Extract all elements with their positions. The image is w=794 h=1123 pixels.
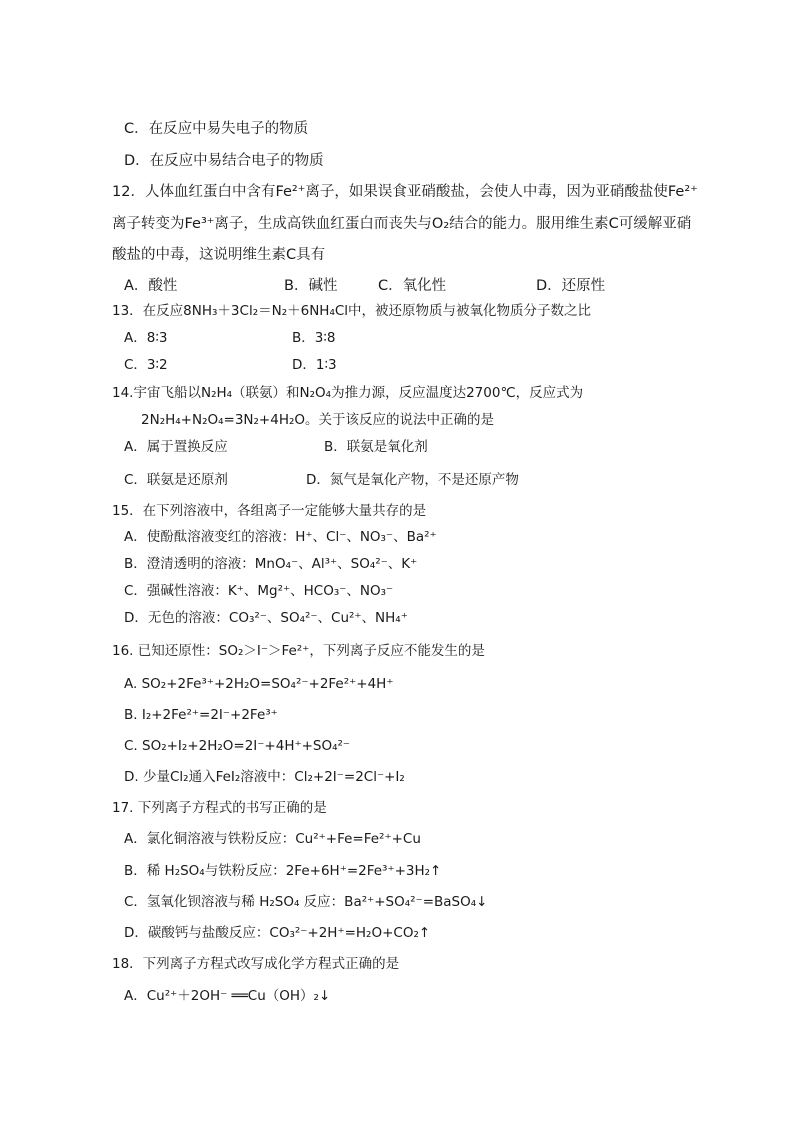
q12-option-c: C．氧化性 [378, 278, 447, 294]
q12-option-d: D．还原性 [536, 278, 606, 294]
q14-option-d: D．氮气是氧化产物，不是还原产物 [306, 472, 519, 488]
q16-option-a: A. SO₂+2Fe³⁺+2H₂O=SO₄²⁻+2Fe²⁺+4H⁺ [124, 676, 394, 692]
q12-option-a: A．酸性 [124, 278, 178, 294]
q13-option-c: C．3∶2 [124, 357, 168, 373]
q12-stem-line1: 12．人体血红蛋白中含有Fe²⁺离子，如果误食亚硝酸盐，会使人中毒，因为亚硝酸盐使Fe²⁺ [112, 184, 698, 200]
q14-stem-line1: 14.宇宙飞船以N₂H₄（联氨）和N₂O₄为推力源，反应温度达2700℃，反应式为 [112, 385, 584, 401]
q15-stem: 15．在下列溶液中，各组离子一定能够大量共存的是 [112, 503, 427, 519]
q11-option-d: D．在反应中易结合电子的物质 [124, 153, 324, 169]
q14-option-a: A．属于置换反应 [124, 439, 228, 455]
q16-option-b: B. I₂+2Fe²⁺=2I⁻+2Fe³⁺ [124, 707, 278, 723]
q17-option-b: B．稀 H₂SO₄与铁粉反应：2Fe+6H⁺=2Fe³⁺+3H₂↑ [124, 863, 442, 879]
q11-option-c: C．在反应中易失电子的物质 [124, 121, 309, 137]
q14-option-c: C．联氨是还原剂 [124, 472, 228, 488]
q15-option-d: D．无色的溶液：CO₃²⁻、SO₄²⁻、Cu²⁺、NH₄⁺ [124, 610, 408, 626]
q16-option-d: D. 少量Cl₂通入FeI₂溶液中：Cl₂+2I⁻=2Cl⁻+I₂ [124, 769, 405, 785]
q17-stem: 17. 下列离子方程式的书写正确的是 [112, 800, 327, 816]
q17-option-d: D．碳酸钙与盐酸反应：CO₃²⁻+2H⁺=H₂O+CO₂↑ [124, 925, 431, 941]
q12-stem-line3: 酸盐的中毒，这说明维生素C具有 [112, 247, 326, 263]
q18-stem: 18．下列离子方程式改写成化学方程式正确的是 [112, 956, 400, 972]
q15-option-a: A．使酚酞溶液变红的溶液：H⁺、Cl⁻、NO₃⁻、Ba²⁺ [124, 529, 437, 545]
q16-stem: 16. 已知还原性：SO₂＞I⁻＞Fe²⁺，下列离子反应不能发生的是 [112, 643, 485, 659]
q17-option-c: C．氢氧化钡溶液与稀 H₂SO₄ 反应：Ba²⁺+SO₄²⁻=BaSO₄↓ [124, 894, 488, 910]
q18-option-a: A．Cu²⁺＋2OH⁻ ══Cu（OH）₂↓ [124, 988, 331, 1004]
q16-option-c: C. SO₂+I₂+2H₂O=2I⁻+4H⁺+SO₄²⁻ [124, 738, 351, 754]
q14-option-b: B．联氨是氧化剂 [324, 439, 428, 455]
q13-stem: 13．在反应8NH₃＋3Cl₂＝N₂＋6NH₄Cl中，被还原物质与被氧化物质分子数之比 [112, 303, 592, 319]
q17-option-a: A．氯化铜溶液与铁粉反应：Cu²⁺+Fe=Fe²⁺+Cu [124, 831, 421, 847]
q12-option-b: B．碱性 [284, 278, 338, 294]
q12-stem-line2: 离子转变为Fe³⁺离子，生成高铁血红蛋白而丧失与O₂结合的能力。服用维生素C可缓解亚硝 [112, 216, 692, 232]
q14-stem-line2: 2N₂H₄+N₂O₄=3N₂+4H₂O。关于该反应的说法中正确的是 [141, 412, 495, 428]
q15-option-c: C．强碱性溶液：K⁺、Mg²⁺、HCO₃⁻、NO₃⁻ [124, 583, 394, 599]
q13-option-b: B．3∶8 [292, 330, 336, 346]
q13-option-d: D．1∶3 [292, 357, 337, 373]
q15-option-b: B．澄清透明的溶液：MnO₄⁻、Al³⁺、SO₄²⁻、K⁺ [124, 556, 418, 572]
q13-option-a: A．8∶3 [124, 330, 168, 346]
